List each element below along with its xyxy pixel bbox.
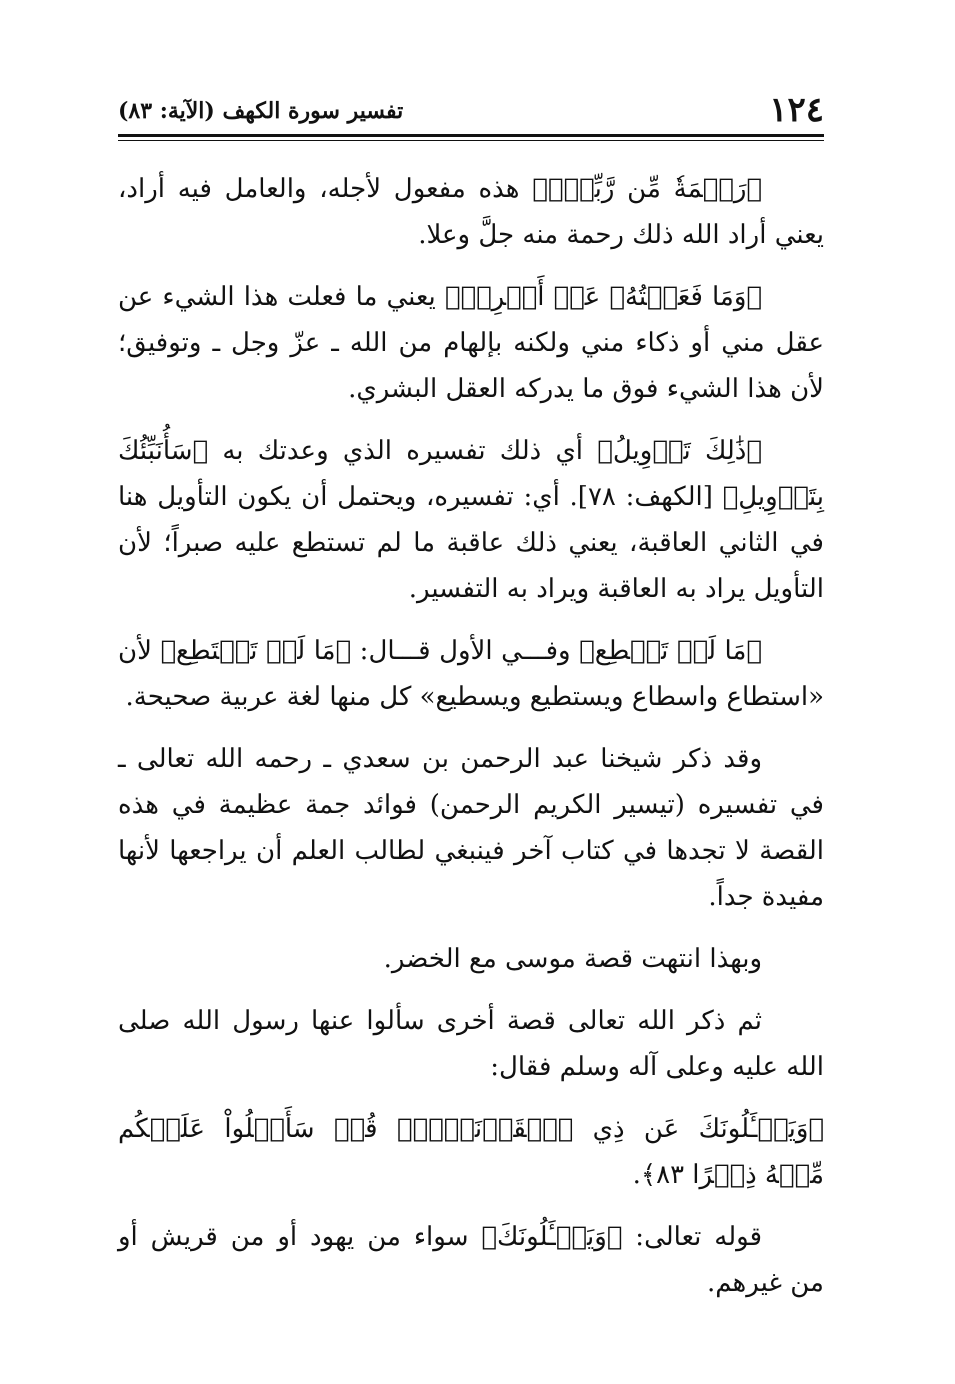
paragraph-text: يعني ما فعلت هذا الشيء عن عقل مني أو ذكاء مني ولكنه بإلهام من الله ـ عزّ وجل ـ وتوفيق؛ لأن هذا الشيء فوق ما يدركه العقل البشري. bbox=[118, 282, 824, 404]
quran-quote: ﴿رَحۡمَةٗ مِّن رَّبِّكَۚ﴾ bbox=[532, 174, 762, 204]
header-rule-thick bbox=[118, 134, 824, 137]
header-rule-thin bbox=[118, 140, 824, 141]
paragraph-text: هذه مفعول لأجله، والعامل فيه أراد، يعني أراد الله ذلك رحمة منه جلَّ وعلا. bbox=[118, 174, 824, 250]
running-head bbox=[118, 86, 824, 134]
quran-quote: ﴿وَيَسۡـَٔلُونَكَ﴾ bbox=[481, 1222, 623, 1252]
commentary-lead: قوله تعالى: bbox=[622, 1222, 762, 1252]
paragraph-text: وفـــي الأول قـــال: ﴿مَا لَمۡ تَسۡتَطِع﴾ لأن «استطاع واسطاع ويستطيع ويسطيع» كل منها لغة عربية صحيحة. bbox=[118, 636, 824, 712]
paragraph-rahmah bbox=[118, 166, 824, 258]
page-number: ١٢٤ bbox=[769, 90, 824, 130]
running-title: تفسير سورة الكهف (الآية: ٨٣) bbox=[118, 98, 404, 124]
paragraph-text: أي ذلك تفسيره الذي وعدتك به ﴿سَأُنَبِّئُكَ بِتَأۡوِيلِ﴾ [الكهف: ٧٨]. أي: تفسيره، ويحتمل أن يكون التأويل هنا في الثاني العاقبة، يعني ذلك عاقبة ما لم تستطع عليه صبراً؛ لأن التأويل يراد به العاقبة ويراد به التفسير. bbox=[118, 436, 824, 604]
paragraph-wama-faaltuhu bbox=[118, 274, 824, 412]
quran-quote: ﴿مَا لَمۡ تَسۡطِع﴾ bbox=[579, 636, 762, 666]
paragraph-tastie bbox=[118, 628, 824, 720]
paragraph-story-end: وبهذا انتهت قصة موسى مع الخضر. bbox=[383, 944, 762, 974]
paragraph-sheikh-saadi: وقد ذكر شيخنا عبد الرحمن بن سعدي ـ رحمه الله تعالى ـ في تفسيره (تيسير الكريم الرحمن) فوائد جمة عظيمة في هذه القصة لا تجدها في كتاب آخر فينبغي لطالب العلم أن يراجعها لأنها مفيدة جداً. bbox=[118, 744, 824, 912]
quran-quote: ﴿ذَٰلِكَ تَأۡوِيلُ﴾ bbox=[597, 436, 762, 466]
commentary-text: سواء من يهود أو من قريش أو من غيرهم. bbox=[118, 1222, 824, 1298]
page-body bbox=[118, 166, 824, 1322]
paragraph-commentary bbox=[118, 1214, 824, 1306]
quran-verse-83: ﴿وَيَسۡـَٔلُونَكَ عَن ذِي ٱلۡقَرۡنَيۡنِۖ قُلۡ سَأَتۡلُواْ عَلَيۡكُم مِّنۡهُ ذِكۡرًا ٨٣﴾. bbox=[118, 1114, 824, 1190]
quran-quote: ﴿وَمَا فَعَلۡتُهُۥ عَنۡ أَمۡرِيۚ﴾ bbox=[444, 282, 762, 312]
paragraph-next-story: ثم ذكر الله تعالى قصة أخرى سألوا عنها رسول الله صلى الله عليه وعلى آله وسلم فقال: bbox=[118, 1006, 824, 1082]
paragraph-tawil bbox=[118, 428, 824, 612]
